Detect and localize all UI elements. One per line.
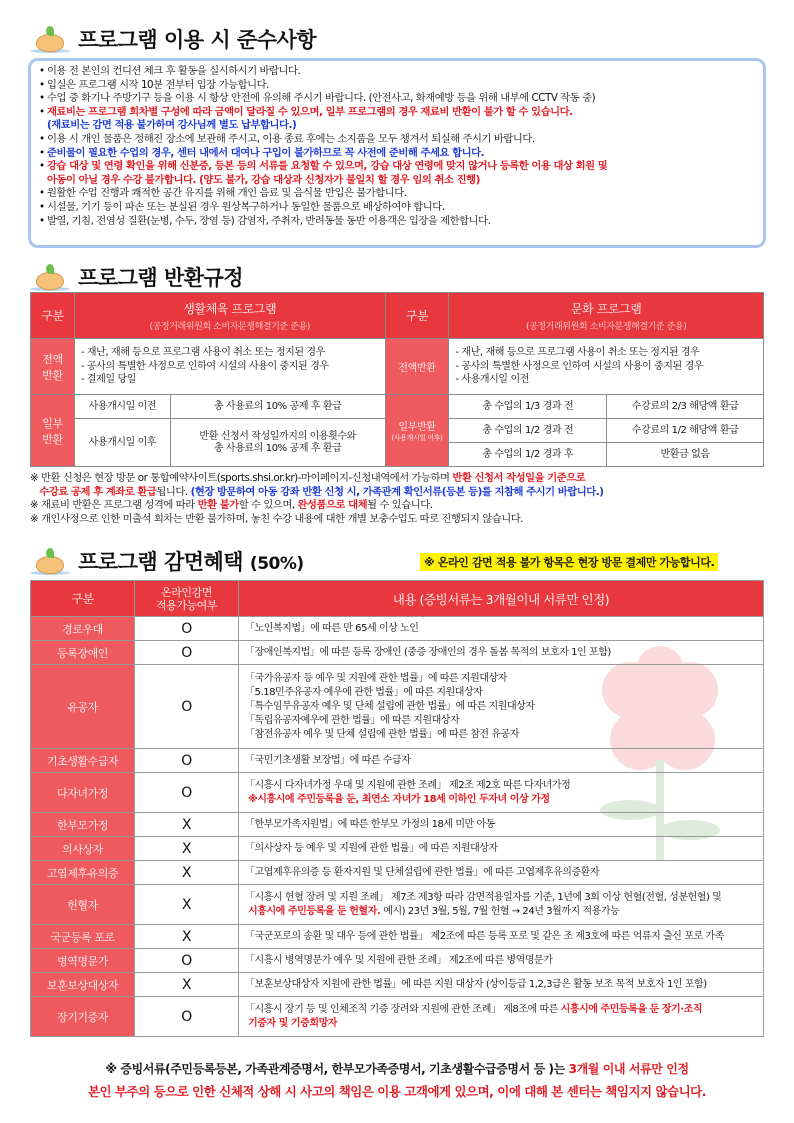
text-span: 시흥시에 주민등록을 둔 장기·조직 <box>560 1003 703 1015</box>
content-line <box>245 978 757 992</box>
partial-culture-when: 총 수업의 1/2 경과 전 <box>449 419 607 443</box>
full-sports-line: - 공사의 특별한 사정으로 인하여 시설의 사용이 중지된 경우 <box>80 360 329 372</box>
discount-content <box>239 837 764 861</box>
content-line <box>245 622 757 636</box>
table-row <box>31 665 764 749</box>
rule-item <box>39 174 755 188</box>
text-span: 수업 중 화기나 주방기구 등을 이용 시 항상 안전에 유의해 주시기 바랍니다. (안전사고, 화재예방 등을 위해 내부에 CCTV 작동 중) <box>47 92 596 105</box>
discount-category: 병역명문가 <box>31 949 135 973</box>
partial-sports-what: 반환 신청서 작성일까지의 이용횟수와 총 사용료의 10% 공제 후 환급 <box>170 419 385 467</box>
table-row <box>31 861 764 885</box>
full-culture-line: - 재난, 재해 등으로 프로그램 사용이 취소 또는 정지된 경우 <box>455 347 700 359</box>
culture-sub: (공정거래위원회 소비자분쟁해결기준 준용) <box>525 321 687 332</box>
discount-content <box>239 997 764 1037</box>
text-span: 「시흥시 장기 등 및 인체조직 기증 장려와 지원에 관한 조례」 제8조에 따른 <box>245 1003 561 1015</box>
discount-category: 유공자 <box>31 665 135 749</box>
refund-header-gubun-2: 구분 <box>385 293 449 339</box>
discount-category: 등록장애인 <box>31 641 135 665</box>
bullet-icon: • <box>39 146 45 159</box>
text-span: 수강료 공제 후 계좌로 환급 <box>30 485 157 498</box>
text-span: 반환 신청서 작성일을 기준으로 <box>452 472 586 484</box>
content-line <box>245 672 757 686</box>
table-row <box>31 885 764 925</box>
rule-item <box>39 79 755 93</box>
text-span: ※ 개인사정으로 인한 미출석 회차는 반환 불가하며, 놓친 수강 내용에 대한 개별 보충수업도 따로 진행되지 않습니다. <box>30 512 524 525</box>
rule-item <box>39 201 755 215</box>
full-sports-line: - 결제일 당일 <box>80 374 137 386</box>
full-culture-line: - 사용개시일 이전 <box>455 374 529 386</box>
text-span: (현장 방문하여 아동 강좌 반환 신청 시, 가족관계 확인서류(등본 등)를 지참해 주시기 바랍니다.) <box>190 485 604 498</box>
discount-table-body <box>31 617 764 1037</box>
content-line <box>245 930 757 944</box>
discount-header-gubun: 구분 <box>31 581 135 617</box>
discount-category: 고엽제후유의증 <box>31 861 135 885</box>
mascot-icon <box>30 26 70 52</box>
content-line <box>245 686 757 700</box>
mascot-icon <box>30 264 70 290</box>
text-span: 「시흥시 병역명문가 예우 및 지원에 관한 조례」 제2조에 따른 병역명문가 <box>245 954 553 966</box>
online-availability: X <box>135 885 239 925</box>
bullet-icon: • <box>39 160 45 173</box>
rule-item <box>39 147 755 161</box>
content-line <box>245 891 757 905</box>
full-culture-line: - 공사의 특별한 사정으로 인하여 시설의 사용이 중지된 경우 <box>455 360 704 372</box>
section-title-rules <box>30 24 316 54</box>
text-span: 「한부모가족지원법」에 따른 한부모 가정의 18세 미만 아동 <box>245 818 495 830</box>
section-title-refund <box>30 262 243 292</box>
text-span: 「독립유공자예우에 관한 법률」에 따른 지원대상자 <box>245 714 460 726</box>
text-span: 원활한 수업 진행과 쾌적한 공간 유지를 위해 개인 음료 및 음식물 반입은 불가합니다. <box>47 187 407 200</box>
text-span: 「시흥시 헌혈 장려 및 지원 조례」 제7조 제3항 따라 감면적용일자를 기준, 1년에 3회 이상 헌혈(전혈, 성분헌혈) 및 <box>245 891 722 903</box>
text-span: 「국군포로의 송환 및 대우 등에 관한 법률」 제2조에 따른 등록 포로 및 같은 조 제3호에 따른 억류지 출신 포로 가족 <box>245 930 724 942</box>
discount-category: 의사상자 <box>31 837 135 861</box>
discount-header-online: 온라인감면 적용가능여부 <box>135 581 239 617</box>
bullet-icon: • <box>39 214 45 227</box>
text-span: 「5.18민주유공자 예우에 관한 법률」에 따른 지원대상자 <box>245 686 483 698</box>
text-span: 「특수임무유공자 예우 및 단체 설립에 관한 법률」에 따른 지원대상자 <box>245 700 535 712</box>
partial-culture-what: 수강료의 2/3 해당액 환급 <box>607 395 764 419</box>
rules-title: 프로그램 이용 시 준수사항 <box>78 28 317 52</box>
discount-title-pct: (50%) <box>249 554 304 574</box>
rules-box <box>28 58 766 248</box>
refund-note-line <box>30 486 770 500</box>
text-span: 아동이 아닐 경우 수강 불가합니다. (양도 불가, 강습 대상과 신청자가 불일치 할 경우 임의 취소 진행) <box>47 173 480 186</box>
text-span: 될 수 있습니다. <box>367 499 433 512</box>
text-span: (재료비는 감면 적용 불가하며 강사님께 별도 납부합니다.) <box>47 119 297 132</box>
content-line <box>245 646 757 660</box>
table-row <box>31 997 764 1037</box>
text-span: 3개월 이내 서류만 인정 <box>568 1062 689 1076</box>
table-row <box>31 617 764 641</box>
text-span: 「국민기초생활 보장법」에 따른 수급자 <box>245 754 411 766</box>
discount-content <box>239 813 764 837</box>
content-line <box>245 866 757 880</box>
bullet-icon: • <box>39 200 45 213</box>
refund-notes <box>30 472 770 526</box>
partial-culture-when: 총 수업의 1/3 경과 전 <box>449 395 607 419</box>
bullet-icon: • <box>39 78 45 91</box>
full-refund-sports <box>74 339 385 395</box>
text-span: ※시흥시에 주민등록을 둔, 최연소 자녀가 18세 이하인 두자녀 이상 가정 <box>245 793 550 805</box>
content-line <box>245 842 757 856</box>
refund-header-gubun: 구분 <box>31 293 75 339</box>
text-span: 「시흥시 다자녀가정 우대 및 지원에 관한 조례」 제2조 제2호 따른 다자녀가정 <box>245 779 571 791</box>
content-line <box>245 754 757 768</box>
text-span: 시설물, 기기 등이 파손 또는 분실된 경우 원상복구하거나 동일한 물품으로 배상하여야 합니다. <box>47 200 445 213</box>
culture-title: 문화 프로그램 <box>570 301 642 316</box>
content-line <box>245 1003 757 1017</box>
discount-content <box>239 617 764 641</box>
content-line <box>245 728 757 742</box>
full-refund-culture <box>449 339 764 395</box>
bullet-icon: • <box>39 65 45 77</box>
rule-item <box>39 215 755 229</box>
text-span: 「고엽제후유의증 등 환자지원 및 단체설립에 관한 법률」에 따른 고엽제후유의증환자 <box>245 866 600 878</box>
online-availability: O <box>135 665 239 749</box>
discount-table <box>30 580 764 1037</box>
rule-item <box>39 92 755 106</box>
footer-evidence-note <box>0 1060 794 1077</box>
rule-item <box>39 187 755 201</box>
online-availability: O <box>135 749 239 773</box>
discount-category: 경로우대 <box>31 617 135 641</box>
content-line <box>245 1017 757 1031</box>
table-row <box>31 973 764 997</box>
text-span: ※ 반환 신청은 현장 방문 or 통합예약사이트(sports.shsi.or.kr)-마이페이지-신청내역에서 가능하며 <box>30 472 453 484</box>
discount-category: 국군등록 포로 <box>31 925 135 949</box>
online-availability: O <box>135 617 239 641</box>
partial-culture-what: 수강료의 1/2 해당액 환급 <box>607 419 764 443</box>
discount-category: 한부모가정 <box>31 813 135 837</box>
partial-refund-label-culture <box>385 395 449 467</box>
content-line <box>245 714 757 728</box>
text-span: 이용 시 개인 물품은 정해진 장소에 보관해 주시고, 이용 종료 후에는 소지품을 모두 챙겨서 퇴실해 주시기 바랍니다. <box>47 132 535 145</box>
text-span: 시흥시에 주민등록을 둔 헌혈자. <box>245 905 384 917</box>
text-span: 기증자 및 기증희망자 <box>245 1017 337 1029</box>
bullet-icon: • <box>39 105 45 118</box>
full-refund-label: 전액 반환 <box>31 339 75 395</box>
content-line <box>245 700 757 714</box>
text-span: 완성품으로 대체 <box>297 499 368 512</box>
discount-category: 장기기증자 <box>31 997 135 1037</box>
text-span: 강습 대상 및 연령 확인을 위해 신분증, 등본 등의 서류를 요청할 수 있으며, 강습 대상 연령에 맞지 않거나 등록한 이용 대상 회원 및 <box>47 160 608 173</box>
refund-note-line <box>30 499 770 513</box>
partial-sports-when: 사용개시일 이후 <box>74 419 170 467</box>
online-availability: O <box>135 949 239 973</box>
refund-note-line <box>30 472 770 486</box>
text-span: 「보훈보상대상자 지원에 관한 법률」에 따른 지원 대상자 (상이등급 1,2,3급은 활동 보조 목적 보호자 1인 포함) <box>245 978 707 990</box>
text-span: 「국가유공자 등 예우 및 지원에 관한 법률」에 따른 지원대상자 <box>245 672 507 684</box>
online-availability: X <box>135 925 239 949</box>
bullet-icon: • <box>39 132 45 145</box>
text-span: 입실은 프로그램 시작 10분 전부터 입장 가능합니다. <box>47 78 269 91</box>
partial-culture-label: 일부반환 <box>398 422 436 433</box>
partial-refund-label: 일부 반환 <box>31 395 75 467</box>
table-row <box>31 837 764 861</box>
discount-content <box>239 973 764 997</box>
text-span: 됩니다. <box>156 485 191 498</box>
partial-sports-when: 사용개시일 이전 <box>74 395 170 419</box>
online-availability: X <box>135 837 239 861</box>
refund-header-culture <box>449 293 764 339</box>
discount-category: 기초생활수급자 <box>31 749 135 773</box>
online-availability: X <box>135 861 239 885</box>
table-row <box>31 813 764 837</box>
text-span: ※ 재료비 반환은 프로그램 성격에 따라 <box>30 499 198 512</box>
discount-content <box>239 665 764 749</box>
text-span: 「장애인복지법」에 따른 등록 장애인 (중증 장애인의 경우 돌봄 목적의 보호자 1인 포함) <box>245 646 611 658</box>
discount-category: 보훈보상대상자 <box>31 973 135 997</box>
discount-content <box>239 925 764 949</box>
full-sports-line: - 재난, 재해 등으로 프로그램 사용이 취소 또는 정지된 경우 <box>80 347 325 359</box>
text-span: 재료비는 프로그램 회차별 구성에 따라 금액이 달라질 수 있으며, 일부 프로그램의 경우 재료비 반환이 불가 할 수 있습니다. <box>47 105 573 118</box>
rules-list <box>39 65 755 228</box>
text-span: 「참전유공자 예우 및 단체 설립에 관한 법률」에 따른 참전 유공자 <box>245 728 519 740</box>
sports-title: 생활체육 프로그램 <box>183 301 277 316</box>
text-span: 준비물이 필요한 수업의 경우, 센터 내에서 대여나 구입이 불가하므로 꼭 사전에 준비해 주세요 합니다. <box>47 146 485 159</box>
partial-culture-what: 반환금 없음 <box>607 443 764 467</box>
text-span: ※ 증빙서류(주민등록등본, 가족관계증명서, 한부모가족증명서, 기초생활수급증명서 등 )는 <box>105 1062 569 1076</box>
rule-item <box>39 133 755 147</box>
content-line <box>245 793 757 807</box>
discount-title <box>78 546 304 576</box>
text-span: 예시) 23년 3월, 5월, 7월 헌혈 → 24년 3월까지 적용가능 <box>383 905 620 917</box>
refund-table <box>30 292 764 467</box>
online-availability: O <box>135 641 239 665</box>
discount-content <box>239 641 764 665</box>
content-line <box>245 905 757 919</box>
table-row <box>31 949 764 973</box>
content-line <box>245 818 757 832</box>
discount-content <box>239 949 764 973</box>
text-span: 할 수 있으며, <box>238 499 298 512</box>
rule-item <box>39 119 755 133</box>
bullet-icon: • <box>39 187 45 200</box>
table-row <box>31 641 764 665</box>
discount-title-text: 프로그램 감면혜택 <box>78 550 244 574</box>
footer-liability-note: 본인 부주의 등으로 인한 신체적 상해 시 사고의 책임은 이용 고객에게 있으며, 이에 대해 본 센터는 책임지지 않습니다. <box>87 1084 706 1099</box>
table-row <box>31 749 764 773</box>
discount-content <box>239 861 764 885</box>
partial-sports-what: 총 사용료의 10% 공제 후 환급 <box>170 395 385 419</box>
discount-category: 다자녀가정 <box>31 773 135 813</box>
table-row <box>31 773 764 813</box>
text-span: 반환 불가 <box>197 499 239 512</box>
refund-header-sports <box>74 293 385 339</box>
discount-content <box>239 749 764 773</box>
online-note: ※ 온라인 감면 적용 불가 항목은 현장 방문 결제만 가능합니다. <box>420 553 718 571</box>
bullet-icon: • <box>39 92 45 105</box>
discount-content <box>239 773 764 813</box>
online-availability: O <box>135 773 239 813</box>
online-availability: X <box>135 973 239 997</box>
refund-note-line <box>30 513 770 527</box>
refund-title: 프로그램 반환규정 <box>78 266 244 290</box>
rule-item <box>39 160 755 174</box>
section-title-discount <box>30 546 304 576</box>
text-span: 이용 전 본인의 컨디션 체크 후 활동을 실시하시기 바랍니다. <box>47 65 301 77</box>
sports-sub: (공정거래위원회 소비자분쟁해결기준 준용) <box>149 321 310 332</box>
discount-category: 헌혈자 <box>31 885 135 925</box>
text-span: 발열, 기침, 전염성 질환(눈병, 수두, 장염 등) 감염자, 주취자, 반려동물 동반 이용객은 입장을 제한합니다. <box>47 214 491 227</box>
mascot-icon <box>30 548 70 574</box>
table-row <box>31 925 764 949</box>
partial-culture-when: 총 수업의 1/2 경과 후 <box>449 443 607 467</box>
online-availability: X <box>135 813 239 837</box>
content-line <box>245 954 757 968</box>
text-span: 「의사상자 등 예우 및 지원에 관한 법률」에 따른 지원대상자 <box>245 842 498 854</box>
partial-culture-sub: (사용개시일 이후) <box>391 434 443 442</box>
rule-item <box>39 65 755 79</box>
online-availability: O <box>135 997 239 1037</box>
full-refund-label-culture: 전액반환 <box>385 339 449 395</box>
rule-item <box>39 106 755 120</box>
discount-header-content: 내용 (증빙서류는 3개월이내 서류만 인정) <box>239 581 764 617</box>
content-line <box>245 779 757 793</box>
discount-content <box>239 885 764 925</box>
text-span: 「노인복지법」에 따른 만 65세 이상 노인 <box>245 622 419 634</box>
